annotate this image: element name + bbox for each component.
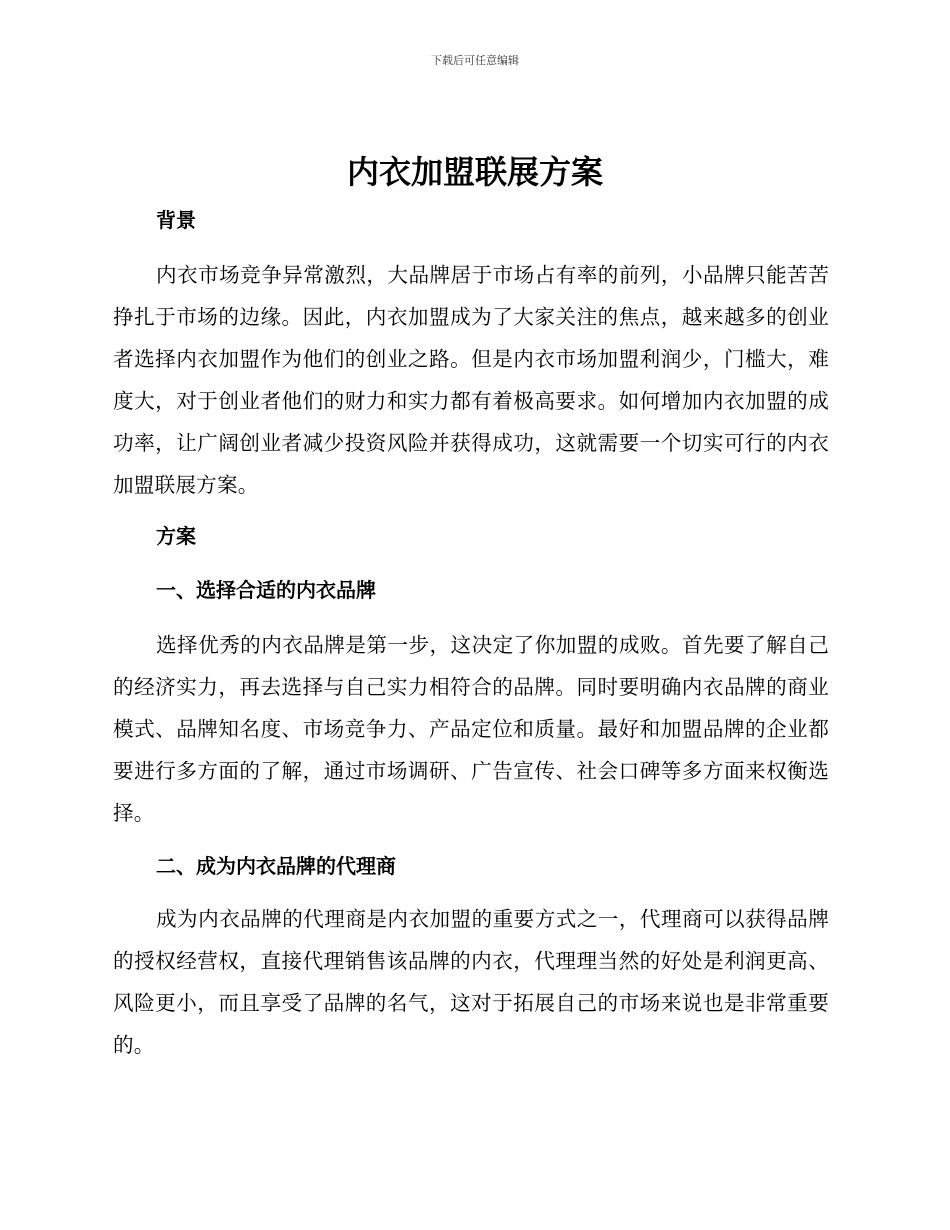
section-two-heading: 二、成为内衣品牌的代理商	[156, 854, 396, 878]
background-paragraph: 内衣市场竞争异常激烈，大品牌居于市场占有率的前列，小品牌只能苦苦挣扎于市场的边缘。因此，内衣加盟成为了大家关注的焦点，越来越多的创业者选择内衣加盟作为他们的创业之路。但是内衣市场加盟利润少，门槛大，难度大，对于创业者他们的财力和实力都有着极高要求。如何增加内衣加盟的成功率，让广阔创业者减少投资风险并获得成功，这就需要一个切实可行的内衣加盟联展方案。	[113, 263, 829, 497]
document-title: 内衣加盟联展方案	[346, 153, 603, 191]
section-one-heading: 一、选择合适的内衣品牌	[156, 578, 376, 602]
document-body	[113, 202, 829, 1066]
background-heading: 背景	[156, 208, 196, 232]
section-one-paragraph: 选择优秀的内衣品牌是第一步，这决定了你加盟的成败。首先要了解自己的经济实力，再去选择与自己实力相符合的品牌。同时要明确内衣品牌的商业模式、品牌知名度、市场竞争力、产品定位和质量。最好和加盟品牌的企业都要进行多方面的了解，通过市场调研、广告宣传、社会口碑等多方面来权衡选择。	[113, 633, 829, 825]
page-header-note: 下载后可任意编辑	[431, 54, 519, 67]
plan-heading: 方案	[156, 524, 196, 548]
section-two-paragraph: 成为内衣品牌的代理商是内衣加盟的重要方式之一，代理商可以获得品牌的授权经营权，直接代理销售该品牌的内衣，代理理当然的好处是利润更高、风险更小，而且享受了品牌的名气，这对于拓展自己的市场来说也是非常重要的。	[113, 907, 829, 1057]
